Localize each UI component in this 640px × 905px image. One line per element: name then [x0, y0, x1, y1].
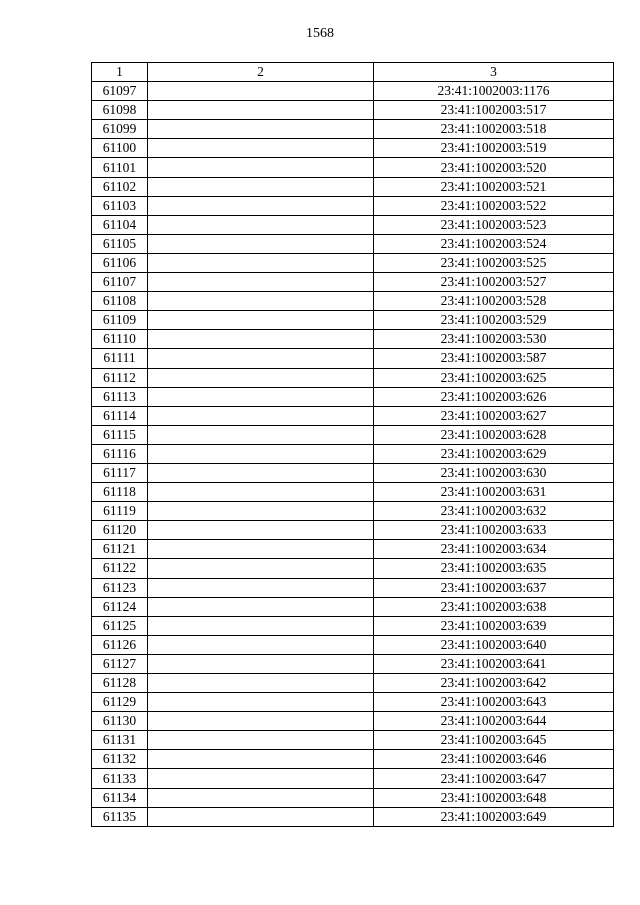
- table-row: [92, 635, 614, 654]
- table-row: [92, 387, 614, 406]
- row-name-cell: [148, 406, 374, 425]
- row-name-cell: [148, 292, 374, 311]
- table-row: [92, 731, 614, 750]
- header-row: [92, 63, 614, 82]
- row-name-cell: [148, 349, 374, 368]
- column-header-2: 2: [148, 63, 374, 82]
- row-name-cell: [148, 463, 374, 482]
- cadastral-number-cell: 23:41:1002003:1176: [374, 82, 614, 101]
- column-header-3: 3: [374, 63, 614, 82]
- table-row: [92, 769, 614, 788]
- row-number-cell: 61113: [92, 387, 148, 406]
- row-number-cell: 61132: [92, 750, 148, 769]
- row-number-cell: 61103: [92, 196, 148, 215]
- row-name-cell: [148, 807, 374, 826]
- table-row: [92, 120, 614, 139]
- cadastral-number-cell: 23:41:1002003:527: [374, 273, 614, 292]
- cadastral-number-cell: 23:41:1002003:630: [374, 463, 614, 482]
- table-body: [92, 82, 614, 827]
- row-number-cell: 61133: [92, 769, 148, 788]
- cadastral-number-cell: 23:41:1002003:629: [374, 444, 614, 463]
- row-number-cell: 61120: [92, 521, 148, 540]
- cadastral-number-cell: 23:41:1002003:631: [374, 483, 614, 502]
- row-number-cell: 61104: [92, 215, 148, 234]
- row-name-cell: [148, 540, 374, 559]
- cadastral-number-cell: 23:41:1002003:522: [374, 196, 614, 215]
- row-number-cell: 61124: [92, 597, 148, 616]
- table-row: [92, 540, 614, 559]
- row-number-cell: 61115: [92, 425, 148, 444]
- table-row: [92, 311, 614, 330]
- table-row: [92, 101, 614, 120]
- cadastral-number-cell: 23:41:1002003:643: [374, 693, 614, 712]
- cadastral-number-cell: 23:41:1002003:635: [374, 559, 614, 578]
- row-name-cell: [148, 693, 374, 712]
- table-row: [92, 616, 614, 635]
- row-number-cell: 61105: [92, 234, 148, 253]
- cadastral-number-cell: 23:41:1002003:647: [374, 769, 614, 788]
- row-name-cell: [148, 654, 374, 673]
- row-number-cell: 61098: [92, 101, 148, 120]
- table-row: [92, 177, 614, 196]
- row-name-cell: [148, 139, 374, 158]
- row-number-cell: 61129: [92, 693, 148, 712]
- table-row: [92, 521, 614, 540]
- row-name-cell: [148, 444, 374, 463]
- cadastral-number-cell: 23:41:1002003:528: [374, 292, 614, 311]
- row-name-cell: [148, 311, 374, 330]
- table-row: [92, 597, 614, 616]
- row-name-cell: [148, 120, 374, 139]
- row-name-cell: [148, 712, 374, 731]
- row-number-cell: 61117: [92, 463, 148, 482]
- row-number-cell: 61123: [92, 578, 148, 597]
- table-header: [92, 63, 614, 82]
- row-name-cell: [148, 368, 374, 387]
- row-name-cell: [148, 616, 374, 635]
- row-number-cell: 61111: [92, 349, 148, 368]
- cadastral-number-cell: 23:41:1002003:627: [374, 406, 614, 425]
- cadastral-number-cell: 23:41:1002003:640: [374, 635, 614, 654]
- row-number-cell: 61106: [92, 253, 148, 272]
- row-number-cell: 61119: [92, 502, 148, 521]
- table-row: [92, 674, 614, 693]
- table-row: [92, 330, 614, 349]
- table-row: [92, 788, 614, 807]
- row-number-cell: 61107: [92, 273, 148, 292]
- table-row: [92, 693, 614, 712]
- row-number-cell: 61097: [92, 82, 148, 101]
- row-number-cell: 61102: [92, 177, 148, 196]
- cadastral-number-cell: 23:41:1002003:638: [374, 597, 614, 616]
- row-name-cell: [148, 387, 374, 406]
- row-name-cell: [148, 215, 374, 234]
- row-number-cell: 61100: [92, 139, 148, 158]
- table-row: [92, 368, 614, 387]
- row-number-cell: 61101: [92, 158, 148, 177]
- row-name-cell: [148, 731, 374, 750]
- cadastral-number-cell: 23:41:1002003:639: [374, 616, 614, 635]
- cadastral-number-cell: 23:41:1002003:523: [374, 215, 614, 234]
- row-name-cell: [148, 158, 374, 177]
- column-header-1: 1: [92, 63, 148, 82]
- table-row: [92, 234, 614, 253]
- table-row: [92, 406, 614, 425]
- cadastral-number-cell: 23:41:1002003:634: [374, 540, 614, 559]
- row-number-cell: 61099: [92, 120, 148, 139]
- row-number-cell: 61131: [92, 731, 148, 750]
- table-row: [92, 253, 614, 272]
- table-row: [92, 654, 614, 673]
- cadastral-number-cell: 23:41:1002003:530: [374, 330, 614, 349]
- row-number-cell: 61116: [92, 444, 148, 463]
- table-row: [92, 215, 614, 234]
- table-row: [92, 578, 614, 597]
- row-number-cell: 61135: [92, 807, 148, 826]
- cadastral-number-cell: 23:41:1002003:628: [374, 425, 614, 444]
- table-row: [92, 292, 614, 311]
- table-row: [92, 463, 614, 482]
- row-name-cell: [148, 253, 374, 272]
- cadastral-number-cell: 23:41:1002003:529: [374, 311, 614, 330]
- cadastral-number-cell: 23:41:1002003:524: [374, 234, 614, 253]
- table-row: [92, 444, 614, 463]
- row-name-cell: [148, 674, 374, 693]
- row-name-cell: [148, 101, 374, 120]
- row-name-cell: [148, 177, 374, 196]
- row-number-cell: 61110: [92, 330, 148, 349]
- row-name-cell: [148, 559, 374, 578]
- row-number-cell: 61112: [92, 368, 148, 387]
- row-name-cell: [148, 788, 374, 807]
- row-number-cell: 61122: [92, 559, 148, 578]
- row-number-cell: 61114: [92, 406, 148, 425]
- table-row: [92, 559, 614, 578]
- table-row: [92, 196, 614, 215]
- page-number: 1568: [306, 26, 334, 41]
- cadastral-number-cell: 23:41:1002003:633: [374, 521, 614, 540]
- row-number-cell: 61127: [92, 654, 148, 673]
- cadastral-table: [91, 62, 614, 827]
- row-number-cell: 61126: [92, 635, 148, 654]
- cadastral-number-cell: 23:41:1002003:521: [374, 177, 614, 196]
- row-number-cell: 61118: [92, 483, 148, 502]
- row-name-cell: [148, 425, 374, 444]
- cadastral-number-cell: 23:41:1002003:642: [374, 674, 614, 693]
- cadastral-number-cell: 23:41:1002003:518: [374, 120, 614, 139]
- row-number-cell: 61109: [92, 311, 148, 330]
- row-name-cell: [148, 196, 374, 215]
- table-row: [92, 425, 614, 444]
- row-name-cell: [148, 521, 374, 540]
- row-name-cell: [148, 483, 374, 502]
- row-number-cell: 61128: [92, 674, 148, 693]
- table-row: [92, 158, 614, 177]
- row-name-cell: [148, 330, 374, 349]
- row-name-cell: [148, 578, 374, 597]
- row-name-cell: [148, 750, 374, 769]
- row-name-cell: [148, 597, 374, 616]
- cadastral-number-cell: 23:41:1002003:644: [374, 712, 614, 731]
- row-number-cell: 61134: [92, 788, 148, 807]
- cadastral-number-cell: 23:41:1002003:626: [374, 387, 614, 406]
- row-number-cell: 61108: [92, 292, 148, 311]
- table-row: [92, 82, 614, 101]
- row-name-cell: [148, 82, 374, 101]
- row-name-cell: [148, 234, 374, 253]
- cadastral-number-cell: 23:41:1002003:648: [374, 788, 614, 807]
- cadastral-number-cell: 23:41:1002003:649: [374, 807, 614, 826]
- table-row: [92, 349, 614, 368]
- cadastral-number-cell: 23:41:1002003:641: [374, 654, 614, 673]
- cadastral-number-cell: 23:41:1002003:519: [374, 139, 614, 158]
- cadastral-number-cell: 23:41:1002003:520: [374, 158, 614, 177]
- cadastral-number-cell: 23:41:1002003:646: [374, 750, 614, 769]
- cadastral-number-cell: 23:41:1002003:645: [374, 731, 614, 750]
- cadastral-number-cell: 23:41:1002003:625: [374, 368, 614, 387]
- row-name-cell: [148, 502, 374, 521]
- table-row: [92, 502, 614, 521]
- cadastral-number-cell: 23:41:1002003:587: [374, 349, 614, 368]
- table-row: [92, 750, 614, 769]
- table-row: [92, 139, 614, 158]
- cadastral-number-cell: 23:41:1002003:632: [374, 502, 614, 521]
- cadastral-number-cell: 23:41:1002003:525: [374, 253, 614, 272]
- row-name-cell: [148, 273, 374, 292]
- table-row: [92, 807, 614, 826]
- table-row: [92, 712, 614, 731]
- row-number-cell: 61125: [92, 616, 148, 635]
- cadastral-number-cell: 23:41:1002003:637: [374, 578, 614, 597]
- table-row: [92, 273, 614, 292]
- row-name-cell: [148, 769, 374, 788]
- table-row: [92, 483, 614, 502]
- row-number-cell: 61130: [92, 712, 148, 731]
- cadastral-number-cell: 23:41:1002003:517: [374, 101, 614, 120]
- row-name-cell: [148, 635, 374, 654]
- row-number-cell: 61121: [92, 540, 148, 559]
